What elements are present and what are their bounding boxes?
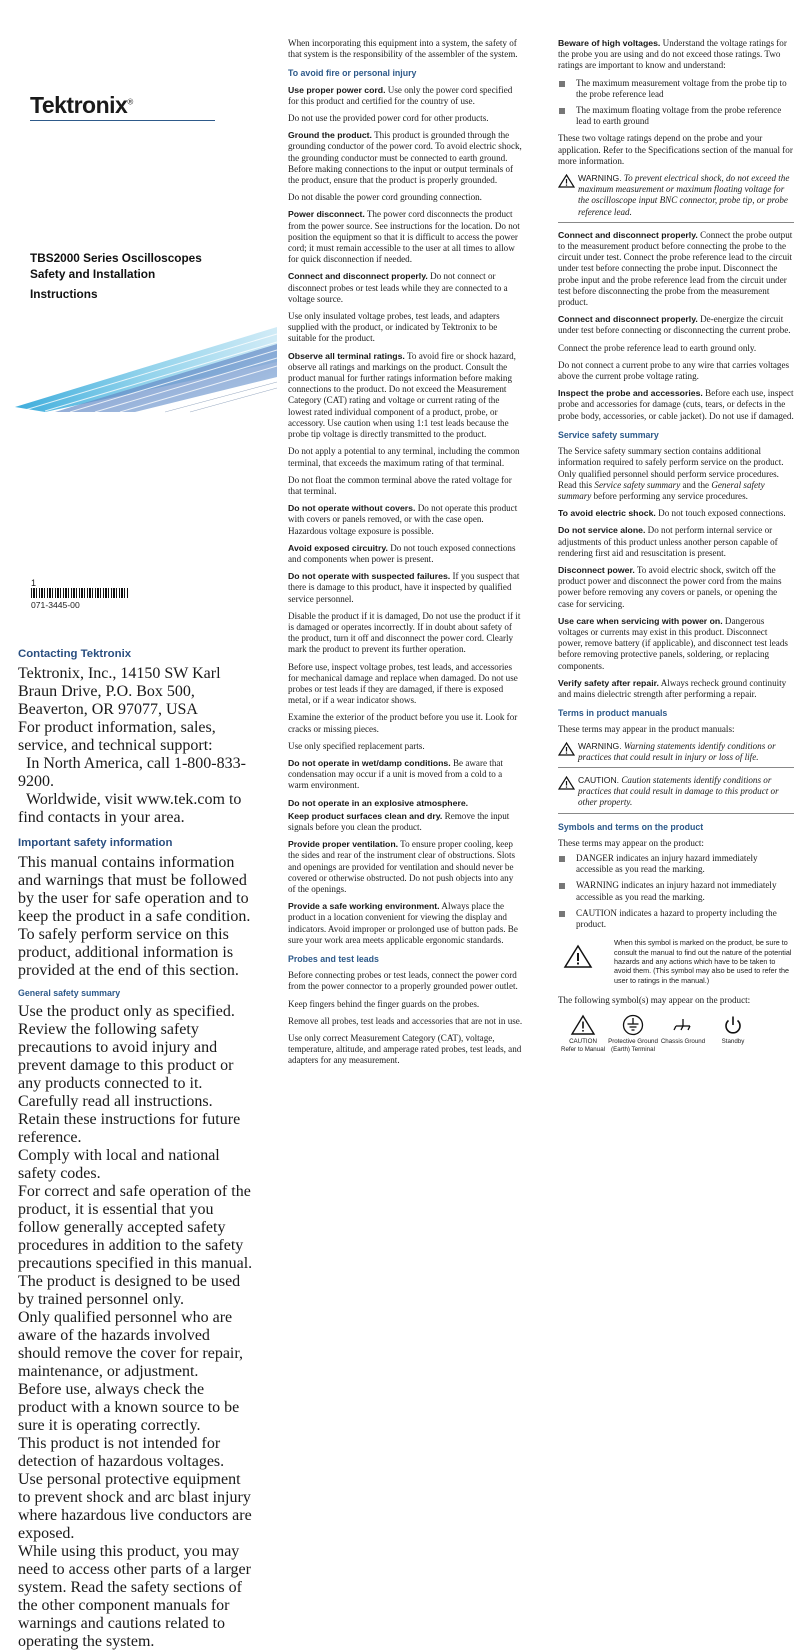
paragraph: Beware of high voltages. Understand the voltage ratings for the probe you are using and do not exceed those ratings. Two ratings are important to know and understand: (558, 38, 787, 71)
paragraph: Use personal protective equipment to prevent shock and arc blast injury where hazardous live conductors are exposed. (18, 1471, 252, 1542)
list-item: The maximum floating voltage from the probe reference lead to earth ground (558, 105, 794, 127)
paragraph: Do not connect a current probe to any wire that carries voltages above the current probe voltage rating. (558, 359, 790, 382)
paragraph: For correct and safe operation of the product, it is essential that you follow generally accepted safety procedures in addition to the safety precautions specified in this manual. (18, 1183, 253, 1272)
logo-divider (30, 120, 215, 121)
important-safety-heading: Important safety information (18, 837, 173, 849)
paragraph: While using this product, you may need to access other parts of a larger system. Read the safety sections of the other component manuals for warnings and cautions related to operating the system. (18, 1543, 251, 1650)
warning-block: WARNING. To prevent electrical shock, do not exceed the maximum measurement or maximum floating voltage for the oscilloscope input BNC connector, probe tip, or probe reference lead. (558, 173, 794, 223)
paragraph: Do not operate in wet/damp conditions. Be aware that condensation may occur if a unit is moved from a cold to a warm environment. (288, 757, 503, 791)
cover-body (18, 638, 254, 1651)
list-item: CAUTION indicates a hazard to property including the product. (558, 908, 794, 930)
paragraph: The following symbol(s) may appear on the product: (558, 995, 751, 1006)
symbol-note-text: When this symbol is marked on the product, be sure to consult the manual to find out the nature of the potential hazards and any actions which have to be taken to avoid them. (This symbol may also be used to refer the user to ratings in the manual.) (614, 938, 792, 985)
doc-title-line-1: TBS2000 Series Oscilloscopes (30, 251, 202, 265)
warning-triangle-icon (558, 742, 575, 756)
symbol-protective-ground: Protective Ground (Earth) Terminal (608, 1014, 658, 1053)
tektronix-logo: Tektronix® (30, 92, 133, 118)
cover-graphic (15, 322, 277, 412)
paragraph: Use only insulated voltage probes, test leads, and adapters supplied with the product, or indicated by Tektronix to be suitable for the product. (288, 311, 500, 344)
list-item: The maximum measurement voltage from the probe tip to the probe reference lead (558, 78, 794, 100)
middle-column (288, 38, 523, 1073)
paragraph: This product is not intended for detection of hazardous voltages. (18, 1435, 225, 1470)
paragraph: Before connecting probes or test leads, connect the power cord from the power connector to a properly grounded power outlet. (288, 970, 518, 992)
paragraph: Before use, always check the product with a known source to be sure it is operating correctly. (18, 1381, 240, 1434)
paragraph: Provide proper ventilation. To ensure proper cooling, keep the sides and rear of the instrument clear of obstructions. Slots and openings are provided for ventilation and should never be covered or otherwise obstructed. Do not push objects into any of the openings. (288, 839, 516, 894)
paragraph: Do not operate with suspected failures. If you suspect that there is damage to this product, have it inspected by qualified service personnel. (288, 571, 520, 604)
paragraph: Do not operate without covers. Do not operate this product with covers or panels removed, or with the case open. Hazardous voltage exposure is possible. (288, 503, 518, 536)
paragraph: Do not apply a potential to any terminal, including the common terminal, that exceeds the maximum rating of that terminal. (288, 446, 520, 468)
caution-triangle-icon (558, 776, 575, 790)
symbol-terms-list (558, 853, 794, 930)
symbol-note (558, 938, 794, 985)
paragraph: Do not operate in an explosive atmosphere. (288, 797, 469, 808)
paragraph: Use care when servicing with power on. Dangerous voltages or currents may exist in this product. Disconnect power, remove battery (if applicable), and disconnect test leads before removing protective panels, soldering, or replacing components. (558, 615, 788, 671)
voltage-ratings-list (558, 78, 794, 128)
paragraph: Use proper power cord. Use only the power cord specified for this product and certified for the country of use. (288, 84, 513, 106)
paragraph: When incorporating this equipment into a system, the safety of that system is the responsibility of the assembler of the system. (288, 38, 518, 60)
doc-title-line-2: Safety and Installation (30, 267, 156, 281)
service-safety-heading: Service safety summary (558, 429, 659, 440)
paragraph: Observe all terminal ratings. To avoid fire or shock hazard, observe all ratings and markings on the product. Consult the product manual for further ratings information before making connections to the product. Do not exceed the Measurement Category (CAT) rating and voltage or current rating of the lowest rated individual component of a product, probe, or accessory. Use caution when using 1:1 test leads because the probe tip voltage is directly transmitted to the product. (288, 350, 516, 440)
paragraph: Before use, inspect voltage probes, test leads, and accessories for mechanical damage and replace when damaged. Do not use probes or test leads if they are damaged, if there is exposed metal, or if a wear indicator shows. (288, 661, 518, 706)
barcode (31, 588, 129, 598)
paragraph: Disable the product if it is damaged, Do not use the product if it is damaged or operates incorrectly. If in doubt about safety of the product, turn it off and disconnect the power cord. Clearly mark the product to prevent its further operation. (288, 610, 521, 655)
contact-heading: Contacting Tektronix (18, 648, 132, 660)
caution-symbol-icon (558, 944, 598, 969)
symbol-chassis-ground: Chassis Ground (658, 1014, 708, 1053)
warning-triangle-icon (558, 174, 575, 188)
paragraph: Ground the product. This product is grounded through the grounding conductor of the power cord. To avoid electric shock, the grounding conductor must be connected to earth ground. Before making connections to the input or output terminals of the product, ensure that the product is properly grounded. (288, 130, 522, 186)
paragraph: Do not disable the power cord grounding connection. (288, 192, 482, 203)
paragraph: Only qualified personnel who are aware of the hazards involved should remove the cover for repair, maintenance, or adjustment. (18, 1309, 244, 1380)
chassis-ground-icon (672, 1014, 694, 1036)
list-item: WARNING indicates an injury hazard not immediately accessible as you read the marking. (558, 880, 794, 902)
paragraph: These terms may appear in the product manuals: (558, 724, 735, 735)
symbol-standby: Standby (708, 1014, 758, 1053)
paragraph: Keep product surfaces clean and dry. Remove the input signals before you clean the product. (288, 810, 510, 832)
probes-heading: Probes and test leads (288, 954, 379, 965)
paragraph: Power disconnect. The power cord disconnects the product from the power source. See instructions for the location. Do not position the equipment so that it is difficult to access the power cord; it must remain accessible to the user at all times to allow for quick disconnection if needed. (288, 209, 520, 265)
paragraph: Do not float the common terminal above the rated voltage for that terminal. (288, 474, 512, 496)
terms-heading: Terms in product manuals (558, 708, 668, 719)
contact-info: For product information, sales, service, and technical support: In North America, call 1-800-833-9200. Worldwide, visit www.tek.com to find contacts in your area. (18, 719, 246, 826)
paragraph: Connect and disconnect properly. De-energize the circuit under test before connecting or disconnecting the current probe. (558, 314, 791, 336)
general-safety-heading: General safety summary (18, 988, 121, 998)
paragraph: Use only specified replacement parts. (288, 740, 425, 751)
important-safety-text: This manual contains information and warnings that must be followed by the user for safe operation and to keep the product in a safe condition. To safely perform service on this product, additional information is provided at the end of this section. (18, 854, 251, 979)
paragraph: Keep fingers behind the finger guards on the probes. (288, 998, 480, 1009)
warning-term-block: WARNING. Warning statements identify conditions or practices that could result in injury or loss of life. (558, 741, 794, 768)
contact-address: Tektronix, Inc., 14150 SW Karl Braun Drive, P.O. Box 500, Beaverton, OR 97077, USA (18, 665, 221, 718)
paragraph: These terms may appear on the product: (558, 837, 704, 848)
symbol-caution: CAUTION Refer to Manual (558, 1014, 608, 1053)
paragraph: Comply with local and national safety codes. (18, 1147, 220, 1182)
revision-number: 1 (31, 578, 37, 588)
paragraph: Inspect the probe and accessories. Before each use, inspect probe and accessories for damage (cuts, tears, or defects in the probe body, accessories, or cable jacket). Do not use if damaged. (558, 388, 794, 421)
part-number: 071-3445-00 (31, 600, 80, 610)
paragraph: Avoid exposed circuitry. Do not touch exposed connections and components when power is present. (288, 542, 516, 564)
doc-title-line-3: Instructions (30, 287, 98, 301)
paragraph: Connect the probe reference lead to earth ground only. (558, 342, 757, 353)
paragraph: Remove all probes, test leads and accessories that are not in use. (288, 1015, 523, 1026)
protective-ground-icon (622, 1014, 644, 1036)
paragraph: The product is designed to be used by trained personnel only. (18, 1273, 241, 1308)
paragraph: Do not service alone. Do not perform internal service or adjustments of this product unless another person capable of rendering first aid and resuscitation is present. (558, 525, 778, 558)
list-item: DANGER indicates an injury hazard immediately accessible as you read the marking. (558, 853, 794, 875)
paragraph: Use only correct Measurement Category (CAT), voltage, temperature, altitude, and amperage rated probes, test leads, and adapters for any measurement. (288, 1033, 522, 1066)
paragraph: Use the product only as specified. Review the following safety precautions to avoid injury and prevent damage to this product or any products connected to it. Carefully read all instructions. Retain these instructions for future reference. (18, 1003, 241, 1146)
paragraph: Disconnect power. To avoid electric shock, switch off the product power and disconnect the power cord from the mains power before removing any covers or panels, or opening the case for servicing. (558, 564, 782, 609)
caution-term-block: CAUTION. Caution statements identify conditions or practices that could result in damage to this product or other property. (558, 775, 794, 814)
product-symbols (558, 1014, 758, 1053)
paragraph: The Service safety summary section contains additional information required to safely perform service on the product. Only qualified personnel should perform service procedures. Read this Service safety summary and the General safety summary before performing any service procedures. (558, 446, 784, 501)
paragraph: Provide a safe working environment. Always place the product in a location convenient for viewing the display and indicators. Avoid improper or prolonged use of button pads. Be sure your work area meets applicable ergonomic standards. (288, 901, 518, 945)
paragraph: Verify safety after repair. Always recheck ground continuity and mains dielectric strength after performing a repair. (558, 677, 787, 699)
paragraph: Connect and disconnect properly. Connect the probe output to the measurement product before connecting the probe to the circuit under test. Connect the probe reference lead to the circuit under test before connecting the probe input. Disconnect the probe input and the probe reference lead from the circuit under test before disconnecting the probe from the measurement product. (558, 229, 793, 308)
paragraph: To avoid electric shock. Do not touch exposed connections. (558, 508, 786, 519)
right-column (558, 38, 794, 1053)
symbols-heading: Symbols and terms on the product (558, 821, 704, 832)
paragraph: Do not use the provided power cord for other products. (288, 113, 489, 124)
fire-injury-heading: To avoid fire or personal injury (288, 68, 417, 79)
paragraph: Examine the exterior of the product before you use it. Look for cracks or missing pieces. (288, 712, 518, 734)
standby-icon (722, 1014, 744, 1036)
paragraph: Connect and disconnect properly. Do not connect or disconnect probes or test leads while they are connected to a voltage source. (288, 271, 508, 304)
paragraph: These two voltage ratings depend on the probe and your application. Refer to the Specifications section of the manual for more information. (558, 133, 793, 166)
caution-icon (570, 1014, 596, 1036)
